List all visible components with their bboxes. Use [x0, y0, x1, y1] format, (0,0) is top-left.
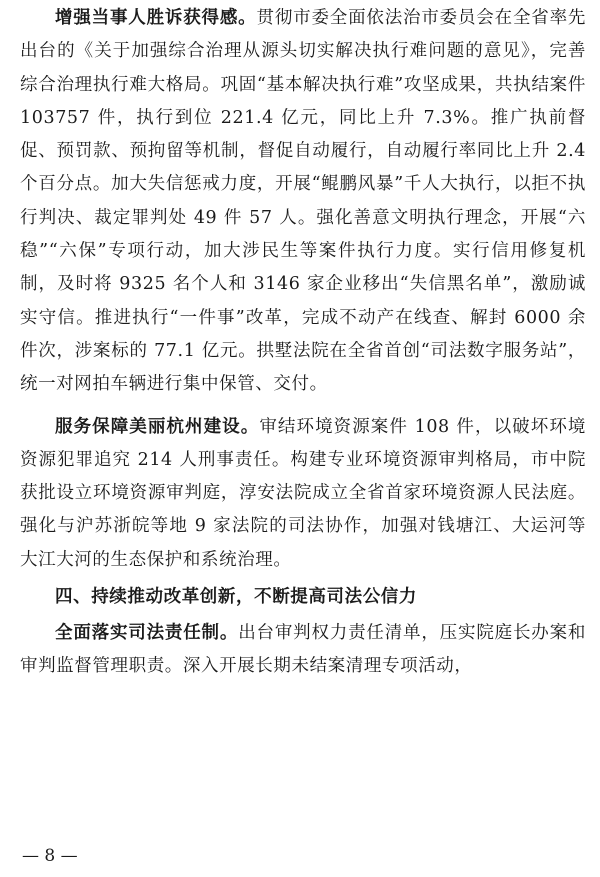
- paragraph-responsibility: [20, 617, 586, 684]
- paragraph-environment: [20, 411, 586, 577]
- paragraph-lead: 增强当事人胜诉获得感。: [55, 8, 257, 28]
- page-number: — 8 —: [22, 846, 78, 866]
- paragraph-body: 出台审判权力责任清单，压实院庭长办案和审判监督管理职责。深入开展长期未结案清理专项活动，: [20, 623, 587, 677]
- document-page: [20, 2, 586, 684]
- section-heading: 四、持续推动改革创新，不断提高司法公信力: [55, 587, 417, 608]
- paragraph-execution: [20, 2, 586, 402]
- paragraph-body: 贯彻市委全面依法治市委员会在全省率先出台的《关于加强综合治理从源头切实解决执行难问题的意见》，完善综合治理执行难大格局。巩固“基本解决执行难”攻坚成果，共执结案件 103757 件，执行到位 221.4 亿元，同比上升 7.3%。推广执前督促、预罚款、预拘留等机制，督促自动履行，自动履行率同比上升 2.4 个百分点。加大失信惩戒力度，开展“鲲鹏风暴”千人大执行，以拒不执行判决、裁定罪判处 49 件 57 人。强化善意文明执行理念，开展“六稳”“六保”专项行动，加大涉民生等案件执行力度。实行信用修复机制，及时将 9325 名个人和 3146 家企业移出“失信黑名单”，激励诚实守信。推进执行“一件事”改革，完成不动产在线查、解封 6000 余件次，涉案标的 77.1 亿元。拱墅法院在全省首创“司法数字服务站”，统一对网拍车辆进行集中保管、交付。: [20, 8, 586, 395]
- paragraph-lead: 全面落实司法责任制。: [55, 623, 239, 644]
- paragraph-body: 审结环境资源案件 108 件，以破坏环境资源犯罪追究 214 人刑事责任。构建专业环境资源审判格局，市中院获批设立环境资源审判庭，淳安法院成立全省首家环境资源人民法庭。强化与沪苏浙皖等地 9 家法院的司法协作，加强对钱塘江、大运河等大江大河的生态保护和系统治理。: [20, 416, 586, 570]
- paragraph-gap: [20, 402, 586, 411]
- paragraph-lead: 服务保障美丽杭州建设。: [55, 416, 260, 437]
